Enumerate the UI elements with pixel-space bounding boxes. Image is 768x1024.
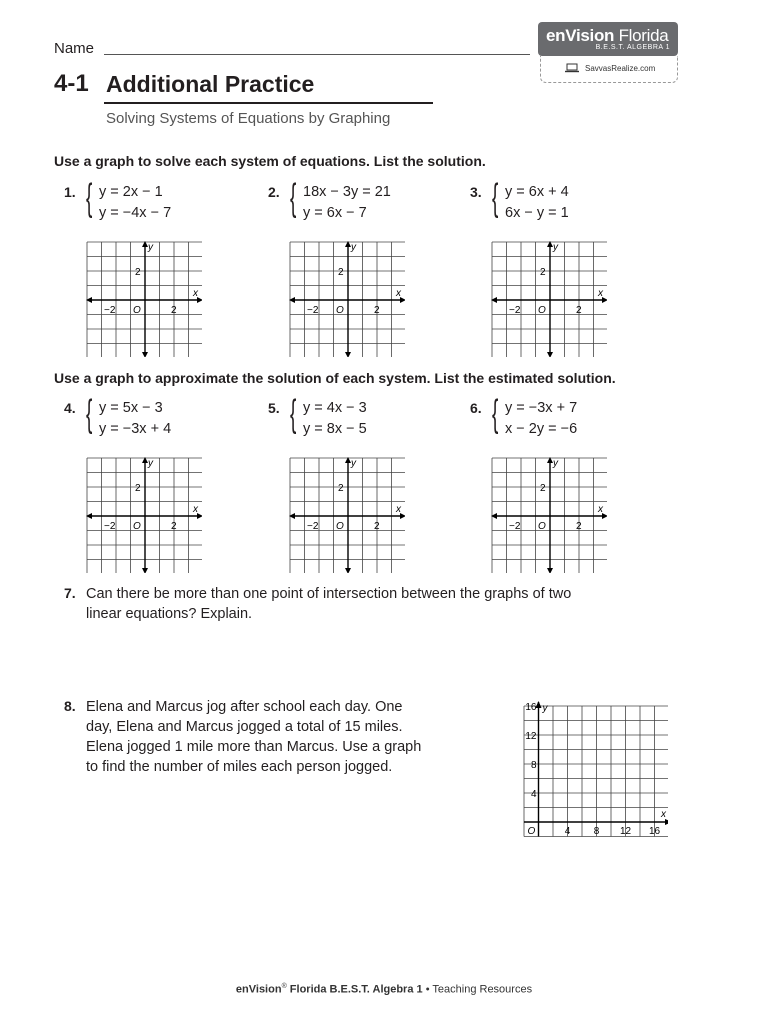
problem-number: 6. xyxy=(470,400,482,416)
equation-2: y = 6x − 7 xyxy=(303,205,367,221)
origin-label: O xyxy=(133,521,141,532)
tick-label: 2 xyxy=(540,267,546,278)
y-axis-label: y xyxy=(553,242,558,253)
footer-rest: Teaching Resources xyxy=(432,983,533,996)
problem-number: 5. xyxy=(268,400,280,416)
tick-label: −2 xyxy=(509,521,521,532)
y-axis-arrow xyxy=(345,568,351,573)
y-axis-arrow xyxy=(142,352,148,357)
footer xyxy=(0,983,768,996)
coordinate-grid-1[interactable] xyxy=(86,241,202,357)
coordinate-grid-3[interactable] xyxy=(491,241,607,357)
instruction-section-2: Use a graph to approximate the solution of each system. List the estimated solution. xyxy=(54,370,616,386)
problem-number: 3. xyxy=(470,184,482,200)
x-tick-label: 8 xyxy=(593,826,600,837)
name-label: Name xyxy=(54,40,95,57)
lesson-title: Additional Practice xyxy=(106,71,315,97)
coordinate-grid-4[interactable] xyxy=(86,457,202,573)
footer-brand: enVision xyxy=(235,983,282,996)
brace: { xyxy=(492,177,499,219)
x-axis-label: x xyxy=(396,288,401,299)
tick-label: 2 xyxy=(576,305,582,316)
name-line[interactable] xyxy=(104,54,530,55)
tick-label: 2 xyxy=(374,521,380,532)
savvas-realize-box xyxy=(540,56,678,83)
coordinate-grid-5[interactable] xyxy=(289,457,405,573)
x-axis-label: x xyxy=(396,504,401,515)
equation-2: y = 8x − 5 xyxy=(303,421,367,437)
problem-text-line: to find the number of miles each person jogged. xyxy=(86,759,393,775)
logo-florida: Florida xyxy=(618,26,669,45)
y-axis-label: y xyxy=(542,703,548,714)
tick-label: 2 xyxy=(338,483,344,494)
tick-label: 2 xyxy=(135,267,141,278)
x-axis-label: x xyxy=(193,288,198,299)
y-tick-label: 16 xyxy=(525,702,537,713)
logo-subtitle: B.E.S.T. ALGEBRA 1 xyxy=(595,44,670,51)
x-axis-label: x xyxy=(598,288,603,299)
equation-1: y = 6x + 4 xyxy=(505,184,569,200)
problem-text-line: Elena and Marcus jog after school each day. One xyxy=(86,699,403,715)
footer-middle: Florida xyxy=(286,983,330,996)
x-axis-label: x xyxy=(193,504,198,515)
envision-logo xyxy=(538,22,678,56)
equation-2: y = −4x − 7 xyxy=(99,205,172,221)
y-axis-label: y xyxy=(351,458,356,469)
brace: { xyxy=(290,177,297,219)
y-axis-label: y xyxy=(148,458,153,469)
instruction-section-1: Use a graph to solve each system of equations. List the solution. xyxy=(54,153,486,169)
coordinate-grid-6[interactable] xyxy=(491,457,607,573)
lesson-subtitle: Solving Systems of Equations by Graphing xyxy=(106,110,391,127)
logo-brand: enVision xyxy=(546,26,615,45)
tick-label: −2 xyxy=(307,521,319,532)
origin-label: O xyxy=(538,305,546,316)
equation-1: y = 2x − 1 xyxy=(99,184,163,200)
footer-best: B.E.S.T. Algebra 1 xyxy=(329,983,423,996)
brace: { xyxy=(290,393,297,435)
equation-1: y = −3x + 7 xyxy=(505,400,578,416)
problem-number: 1. xyxy=(64,184,76,200)
x-tick-label: 12 xyxy=(619,826,632,837)
problem-number: 2. xyxy=(268,184,280,200)
tick-label: −2 xyxy=(509,305,521,316)
tick-label: 2 xyxy=(374,305,380,316)
tick-label: 2 xyxy=(171,521,177,532)
tick-label: 2 xyxy=(540,483,546,494)
equation-1: y = 4x − 3 xyxy=(303,400,367,416)
tick-label: 2 xyxy=(135,483,141,494)
brace: { xyxy=(86,393,93,435)
equation-2: y = −3x + 4 xyxy=(99,421,172,437)
x-axis-label: x xyxy=(598,504,603,515)
coordinate-grid-2[interactable] xyxy=(289,241,405,357)
footer-registered: ® xyxy=(281,983,287,990)
problem-text-line: day, Elena and Marcus jogged a total of 15 miles. xyxy=(86,719,403,735)
origin-label: O xyxy=(527,826,536,837)
footer-bullet: • xyxy=(422,983,433,996)
problem-text-line: Can there be more than one point of intersection between the graphs of two xyxy=(86,586,572,602)
origin-label: O xyxy=(133,305,141,316)
tick-label: 2 xyxy=(171,305,177,316)
origin-label: O xyxy=(336,305,344,316)
y-tick-label: 4 xyxy=(530,789,537,800)
y-axis-label: y xyxy=(148,242,153,253)
y-axis-arrow xyxy=(345,352,351,357)
brace: { xyxy=(86,177,93,219)
y-axis-label: y xyxy=(553,458,558,469)
x-tick-label: 16 xyxy=(648,826,661,837)
tick-label: 2 xyxy=(576,521,582,532)
problem-number: 7. xyxy=(64,585,76,601)
lesson-number: 4-1 xyxy=(54,70,89,97)
equation-1: y = 5x − 3 xyxy=(99,400,163,416)
tick-label: 2 xyxy=(338,267,344,278)
y-axis-label: y xyxy=(351,242,356,253)
savvas-realize-text: SavvasRealize.com xyxy=(585,64,656,73)
coordinate-grid-8[interactable] xyxy=(512,700,668,852)
problem-text-line: linear equations? Explain. xyxy=(86,606,253,622)
tick-label: −2 xyxy=(104,305,116,316)
problem-text-line: Elena jogged 1 mile more than Marcus. Use a graph xyxy=(86,739,422,755)
brace: { xyxy=(492,393,499,435)
laptop-icon xyxy=(565,63,579,75)
equation-2: x − 2y = −6 xyxy=(505,421,578,437)
equation-2: 6x − y = 1 xyxy=(505,205,569,221)
problem-number: 8. xyxy=(64,698,76,714)
tick-label: −2 xyxy=(104,521,116,532)
tick-label: −2 xyxy=(307,305,319,316)
title-rule xyxy=(104,102,433,104)
y-axis-arrow xyxy=(547,568,553,573)
equation-1: 18x − 3y = 21 xyxy=(303,184,391,200)
x-axis-label: x xyxy=(661,809,666,820)
y-axis-arrow xyxy=(547,352,553,357)
y-tick-label: 8 xyxy=(530,760,537,771)
problem-number: 4. xyxy=(64,400,76,416)
y-axis-arrow xyxy=(142,568,148,573)
origin-label: O xyxy=(336,521,344,532)
x-tick-label: 4 xyxy=(564,826,571,837)
origin-label: O xyxy=(538,521,546,532)
y-tick-label: 12 xyxy=(525,731,537,742)
